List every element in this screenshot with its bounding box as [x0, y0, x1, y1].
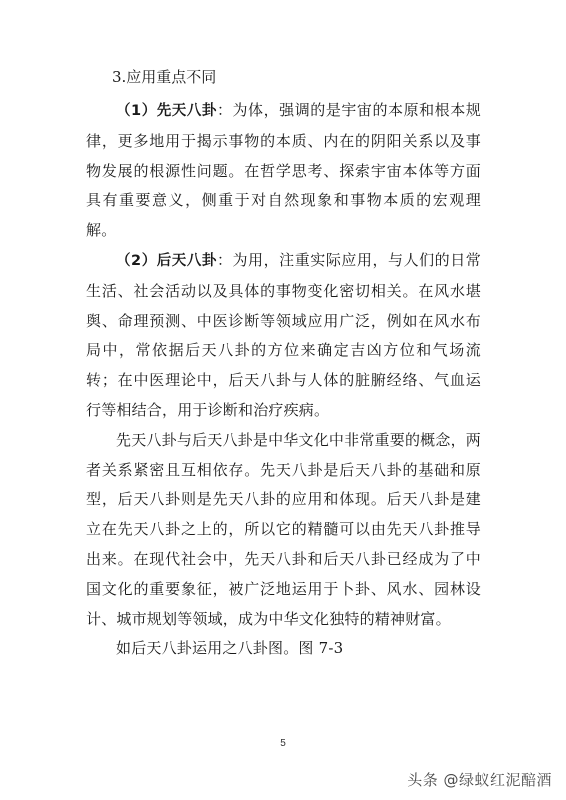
paragraph-figure-reference	[86, 634, 481, 664]
page-number: 5	[280, 738, 286, 749]
watermark: 头条 @绿蚁红泥醅酒	[407, 771, 552, 789]
paragraph-text: ：为用，注重实际应用，与人们的日常生活、社会活动以及具体的事物变化密切相关。在风水堪舆、命理预测、中医诊断等领域应用广泛，例如在风水布局中，常依据后天八卦的方位来确定吉凶方位和气场流转；在中医理论中，后天八卦与人体的脏腑经络、气血运行等相结合，用于诊断和治疗疾病。	[86, 250, 481, 419]
paragraph-lead: （1）先天八卦	[116, 103, 217, 119]
paragraph-text: 如后天八卦运用之八卦图。图 7-3	[116, 639, 344, 658]
paragraph-summary	[86, 426, 481, 635]
section-heading: 3.应用重点不同	[112, 68, 217, 86]
paragraph-lead: （2）后天八卦	[116, 252, 217, 269]
paragraph-text: ：为体，强调的是宇宙的本原和根本规律，更多地用于揭示事物的本质、内在的阴阳关系以及事物发展的根源性问题。在哲学思考、探索宇宙本体等方面具有重要意义，侧重于对自然现象和事物本质的宏观理解。	[86, 101, 481, 240]
paragraph-houtian	[86, 246, 481, 426]
page-content	[86, 66, 481, 664]
paragraph-xiantian	[86, 96, 481, 246]
paragraph-text: 先天八卦与后天八卦是中华文化中非常重要的概念，两者关系紧密且互相依存。先天八卦是后天八卦的基础和原型，后天八卦则是先天八卦的应用和体现。后天八卦是建立在先天八卦之上的，所以它的精髓可以由先天八卦推导出来。在现代社会中，先天八卦和后天八卦已经成为了中国文化的重要象征，被广泛地运用于卜卦、风水、园林设计、城市规划等领域，成为中华文化独特的精神财富。	[86, 430, 481, 628]
